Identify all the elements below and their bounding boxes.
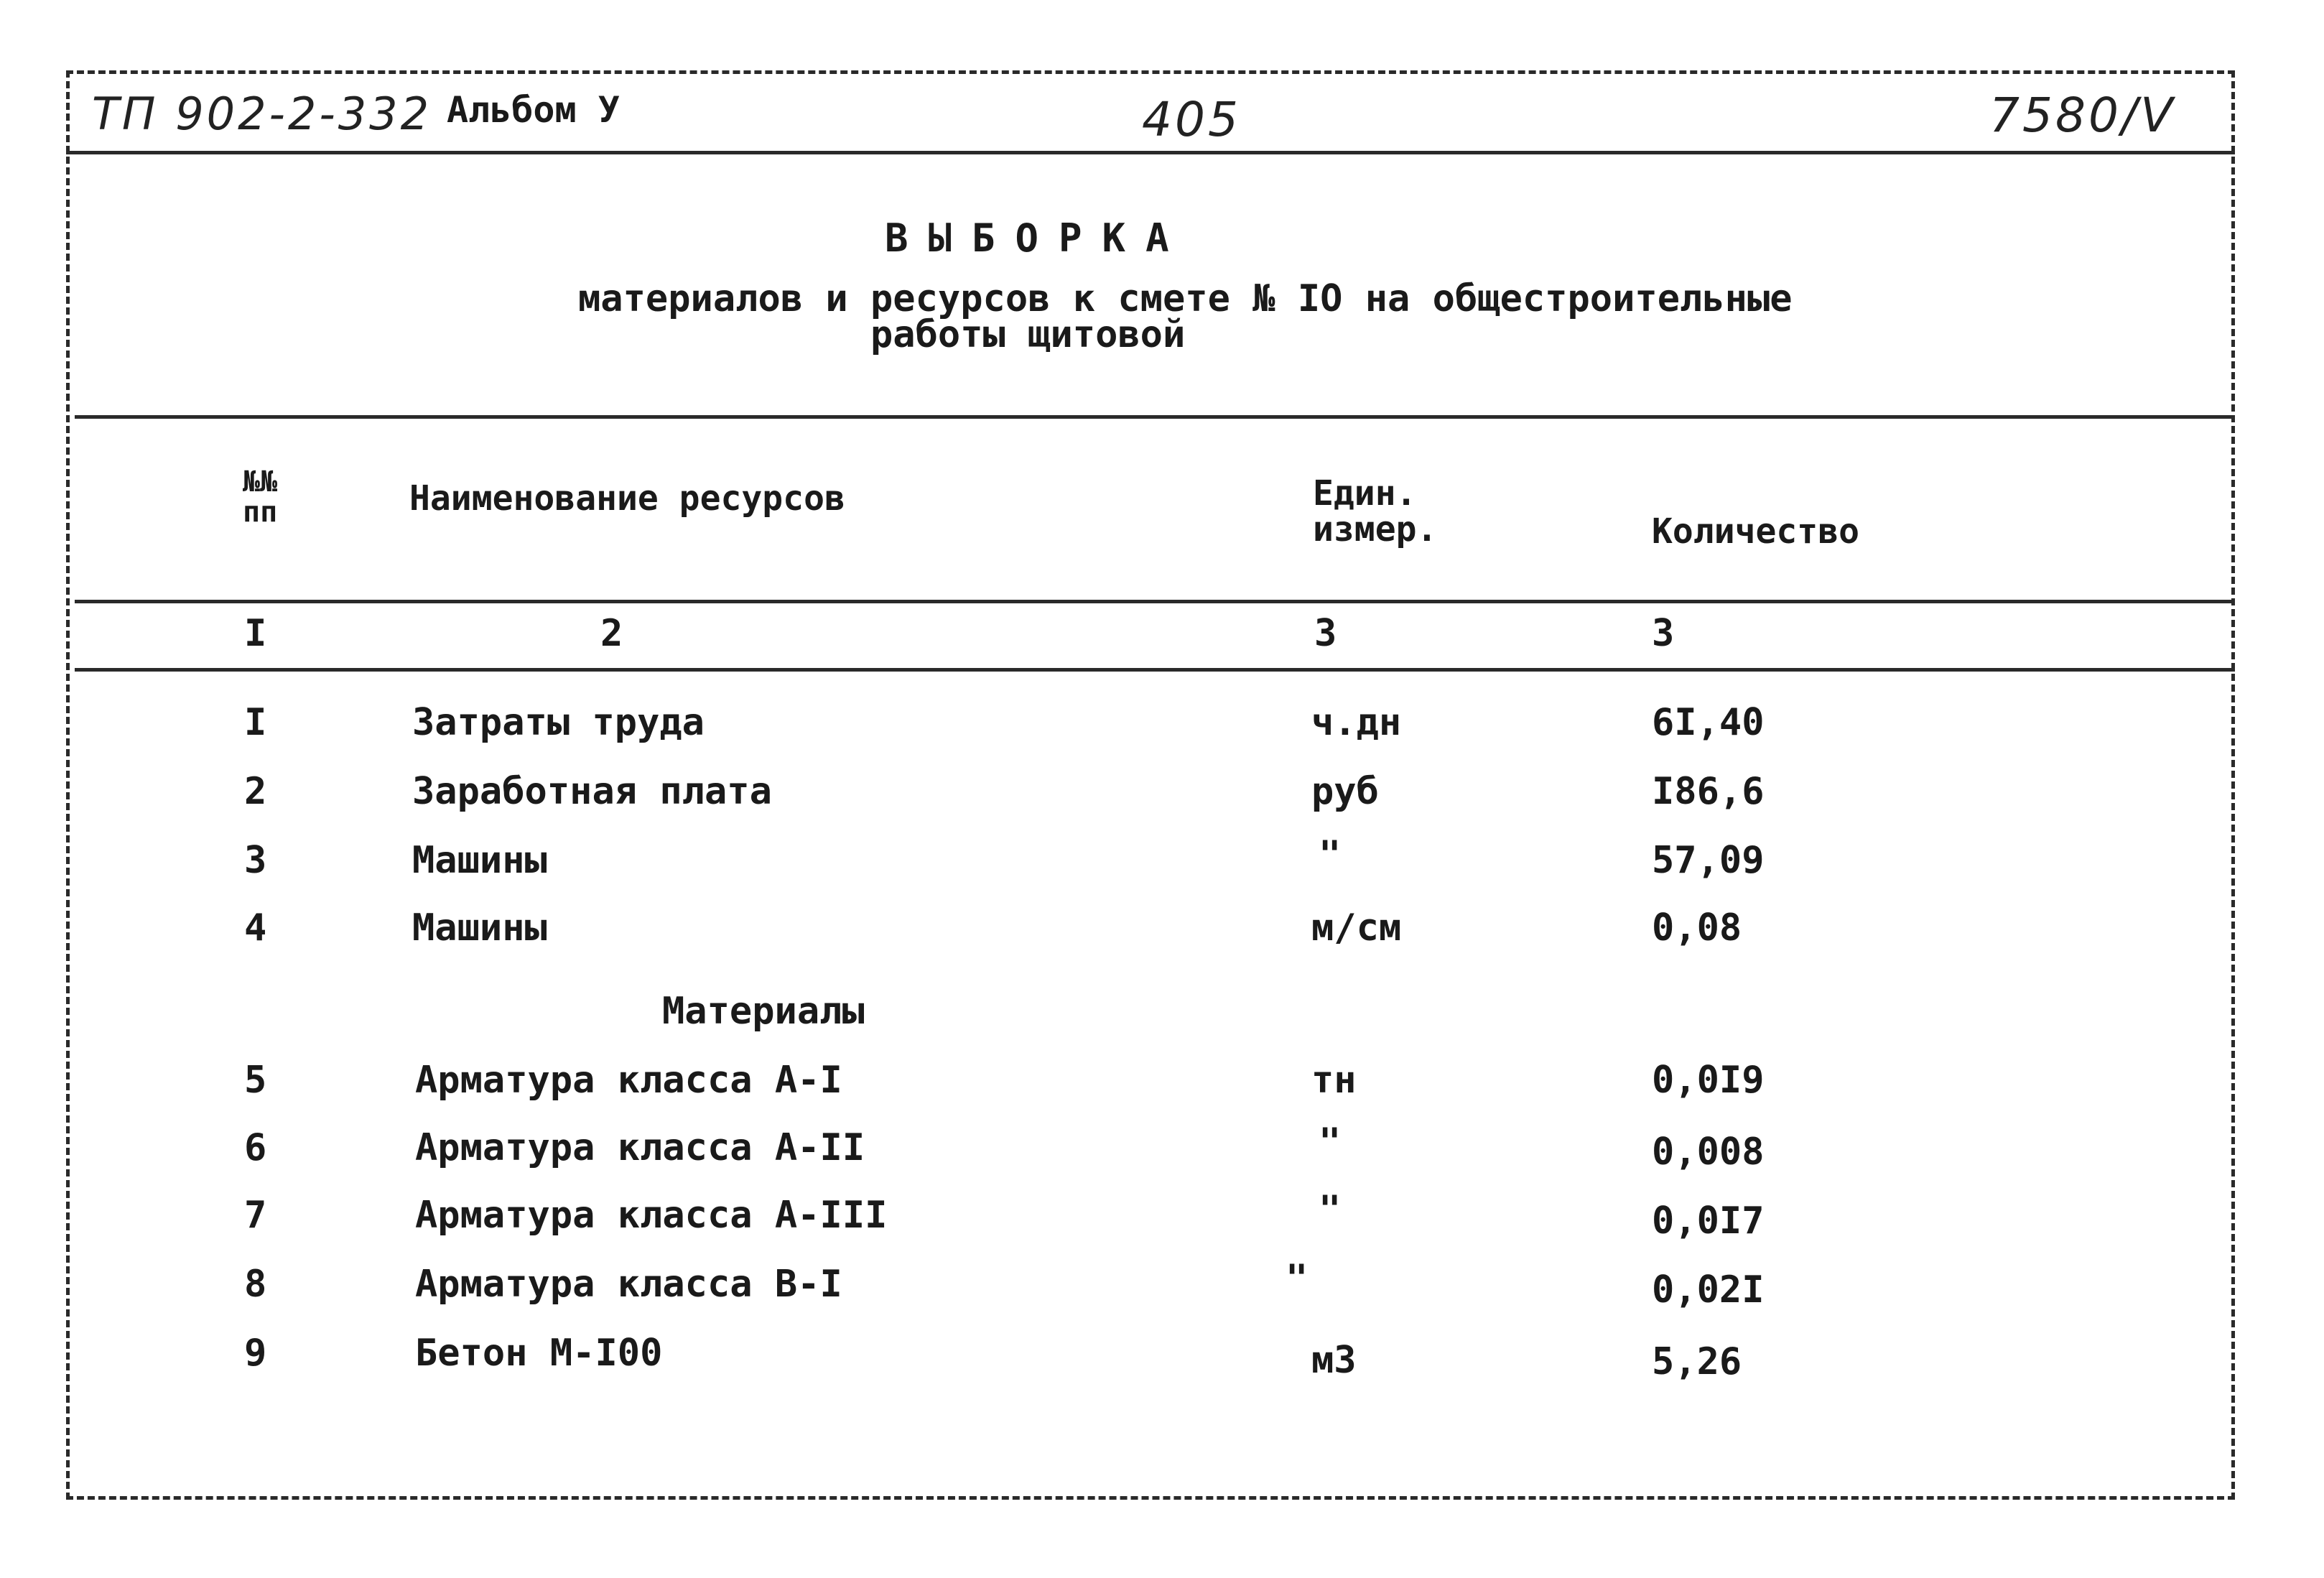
col-header-unit — [1313, 475, 1437, 547]
section-materials: Материалы — [662, 990, 865, 1033]
document-title: ВЫБОРКА — [885, 215, 1189, 261]
col-header-name: Наименование ресурсов — [409, 478, 845, 519]
row-3-name: Машины — [412, 839, 547, 882]
row-7-num: 7 — [244, 1194, 267, 1237]
document-subtitle-2: работы щитовой — [870, 313, 1186, 356]
row-9-num: 9 — [244, 1332, 267, 1375]
col-header-num-line2: пп — [243, 496, 278, 529]
row-7-qty: 0,0I7 — [1652, 1199, 1765, 1243]
row-2-num: 2 — [244, 770, 267, 813]
col-header-num-line1: №№ — [243, 465, 278, 498]
title-divider — [75, 415, 2235, 419]
row-5-name: Арматура класса А-I — [415, 1059, 842, 1102]
row-2-unit: руб — [1311, 770, 1379, 813]
col-header-unit-line2: измер. — [1313, 509, 1438, 549]
col-header-unit-line1: Един. — [1313, 473, 1417, 514]
header-divider — [66, 151, 2235, 154]
row-1-unit: ч.дн — [1311, 701, 1402, 744]
row-4-name: Машины — [412, 906, 547, 950]
row-5-num: 5 — [244, 1059, 267, 1102]
row-3-qty: 57,09 — [1652, 839, 1765, 882]
row-3-num: 3 — [244, 839, 267, 882]
row-9-name: Бетон М-I00 — [415, 1332, 663, 1375]
project-code: ТП 902-2-332 — [92, 88, 432, 140]
header-rule-top — [75, 600, 2235, 603]
row-4-unit: м/см — [1311, 906, 1402, 950]
row-2-name: Заработная плата — [412, 770, 772, 813]
col-header-qty: Количество — [1652, 511, 1859, 552]
header-rule-bottom — [75, 668, 2235, 672]
row-1-qty: 6I,40 — [1652, 701, 1765, 744]
row-6-qty: 0,008 — [1652, 1131, 1765, 1174]
row-1-num: I — [244, 701, 267, 744]
row-8-unit: " — [1286, 1257, 1309, 1300]
col-number-4: 3 — [1652, 612, 1675, 655]
row-6-num: 6 — [244, 1126, 267, 1169]
row-7-name: Арматура класса А-III — [415, 1194, 888, 1237]
row-4-qty: 0,08 — [1652, 906, 1742, 950]
row-9-qty: 5,26 — [1652, 1340, 1742, 1383]
row-4-num: 4 — [244, 906, 267, 950]
row-3-unit: " — [1319, 833, 1342, 876]
col-number-3: 3 — [1314, 612, 1337, 655]
row-5-unit: тн — [1311, 1059, 1357, 1102]
row-2-qty: I86,6 — [1652, 770, 1765, 813]
document-subtitle-1: материалов и ресурсов к смете № IO на общестроительные — [578, 277, 1793, 320]
row-7-unit: " — [1319, 1188, 1342, 1231]
sheet-code: 7580/V — [1989, 88, 2176, 143]
row-8-qty: 0,02I — [1652, 1268, 1765, 1312]
row-8-name: Арматура класса В-I — [415, 1263, 842, 1306]
col-header-num — [243, 467, 277, 527]
row-1-name: Затраты труда — [412, 701, 705, 744]
col-number-2: 2 — [600, 612, 623, 655]
row-9-unit: м3 — [1311, 1339, 1357, 1382]
page-number: 405 — [1142, 92, 1241, 147]
col-number-1: I — [244, 612, 267, 655]
row-6-unit: " — [1319, 1120, 1342, 1164]
album-label: Альбом У — [447, 89, 620, 131]
row-8-num: 8 — [244, 1263, 267, 1306]
row-5-qty: 0,0I9 — [1652, 1059, 1765, 1102]
row-6-name: Арматура класса А-II — [415, 1126, 865, 1169]
